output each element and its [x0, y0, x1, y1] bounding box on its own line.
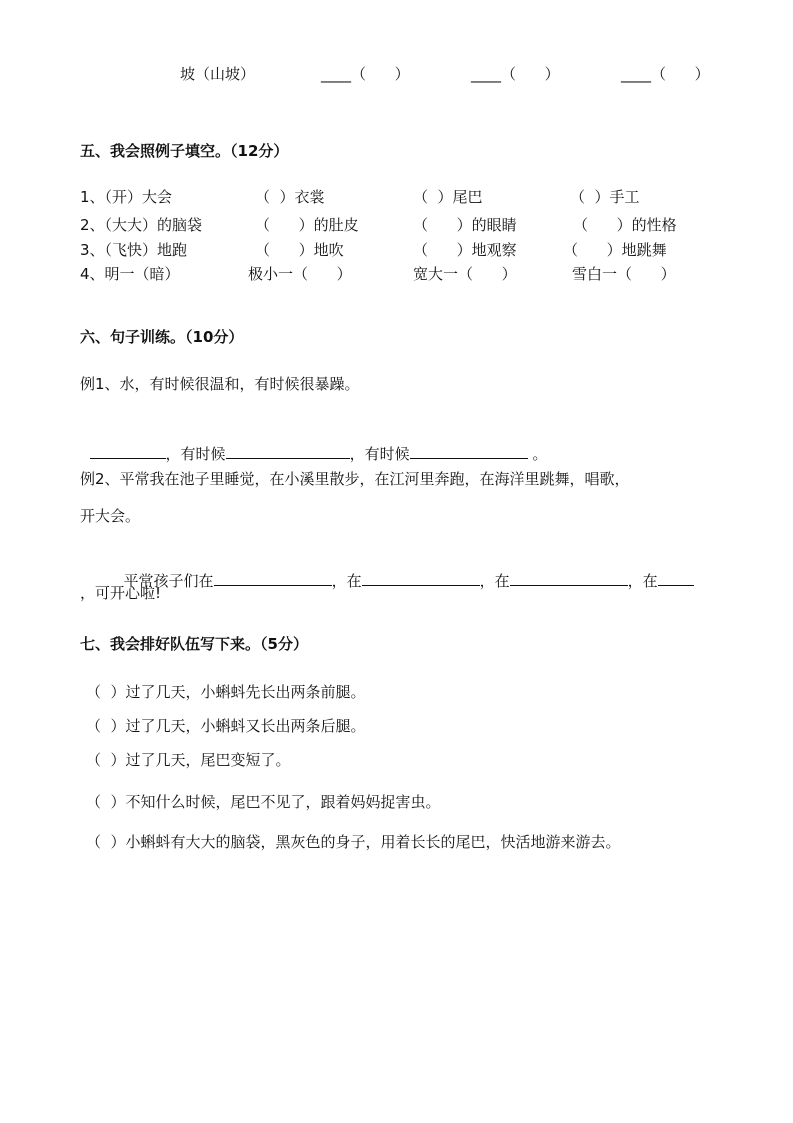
word-example: 坡（山坡） — [180, 65, 256, 83]
order-item-2[interactable]: （ ）过了几天，小蝌蚪又长出两条后腿。 — [86, 717, 366, 735]
order-item-3[interactable]: （ ）过了几天，尾巴变短了。 — [86, 751, 291, 769]
word-blank-3[interactable]: ____（ ） — [621, 65, 710, 83]
fill-row-3-blank-3[interactable]: （ ）地跳舞 — [563, 241, 667, 259]
answer-blank[interactable] — [214, 569, 332, 586]
word-blank-1[interactable]: ____（ ） — [321, 65, 410, 83]
answer-blank[interactable] — [226, 442, 350, 459]
example-1-text: 例1、水，有时候很温和，有时候很暴躁。 — [80, 375, 360, 393]
fill-row-1-blank-1[interactable]: （ ）衣裳 — [255, 188, 325, 206]
section-five-heading: 五、我会照例子填空。（12分） — [80, 142, 289, 160]
fill-row-2-blank-1[interactable]: （ ）的肚皮 — [255, 216, 359, 234]
fill-row-4-blank-3[interactable]: 雪白一（ ） — [572, 265, 676, 283]
fill-text: ，在 — [331, 572, 362, 590]
order-item-5[interactable]: （ ）小蝌蚪有大大的脑袋，黑灰色的身子，用着长长的尾巴，快活地游来游去。 — [86, 833, 621, 851]
order-item-4[interactable]: （ ）不知什么时候，尾巴不见了，跟着妈妈捉害虫。 — [86, 793, 441, 811]
example-2-text-line-2: 开大会。 — [80, 507, 141, 525]
fill-text: ，在 — [627, 572, 658, 590]
fill-text: 。 — [527, 445, 548, 463]
answer-blank[interactable] — [510, 569, 628, 586]
example-2-text-line-1: 例2、平常我在池子里睡觉，在小溪里散步，在江河里奔跑，在海洋里跳舞，唱歌， — [80, 470, 630, 488]
example-1-fill-line — [80, 422, 547, 464]
example-2-fill-end: ，可开心啦! — [80, 584, 162, 602]
fill-text: ，有时候 — [349, 445, 410, 463]
fill-row-4-blank-1[interactable]: 极小一（ ） — [248, 265, 352, 283]
fill-row-4-example: 4、明一（暗） — [80, 265, 180, 283]
example-2-fill-line — [114, 549, 694, 591]
fill-row-2-example: 2、（大大）的脑袋 — [80, 216, 203, 234]
section-seven-heading: 七、我会排好队伍写下来。（5分） — [80, 635, 308, 653]
order-item-1[interactable]: （ ）过了几天，小蝌蚪先长出两条前腿。 — [86, 683, 366, 701]
answer-blank[interactable] — [410, 442, 528, 459]
answer-blank[interactable] — [90, 442, 166, 459]
answer-blank[interactable] — [362, 569, 480, 586]
fill-row-2-blank-2[interactable]: （ ）的眼睛 — [413, 216, 517, 234]
fill-row-3-example: 3、（飞快）地跑 — [80, 241, 188, 259]
fill-text: ，在 — [479, 572, 510, 590]
fill-row-1-blank-3[interactable]: （ ）手工 — [570, 188, 640, 206]
section-six-heading: 六、句子训练。（10分） — [80, 328, 244, 346]
fill-row-3-blank-1[interactable]: （ ）地吹 — [255, 241, 344, 259]
fill-text: ，有时候 — [165, 445, 226, 463]
fill-row-1-example: 1、（开）大会 — [80, 188, 173, 206]
fill-row-3-blank-2[interactable]: （ ）地观察 — [413, 241, 517, 259]
answer-blank[interactable] — [658, 569, 694, 586]
fill-row-2-blank-3[interactable]: （ ）的性格 — [573, 216, 677, 234]
fill-row-4-blank-2[interactable]: 宽大一（ ） — [413, 265, 517, 283]
fill-text: 平常孩子们在 — [123, 572, 214, 590]
fill-row-1-blank-2[interactable]: （ ）尾巴 — [413, 188, 483, 206]
word-blank-2[interactable]: ____（ ） — [471, 65, 560, 83]
